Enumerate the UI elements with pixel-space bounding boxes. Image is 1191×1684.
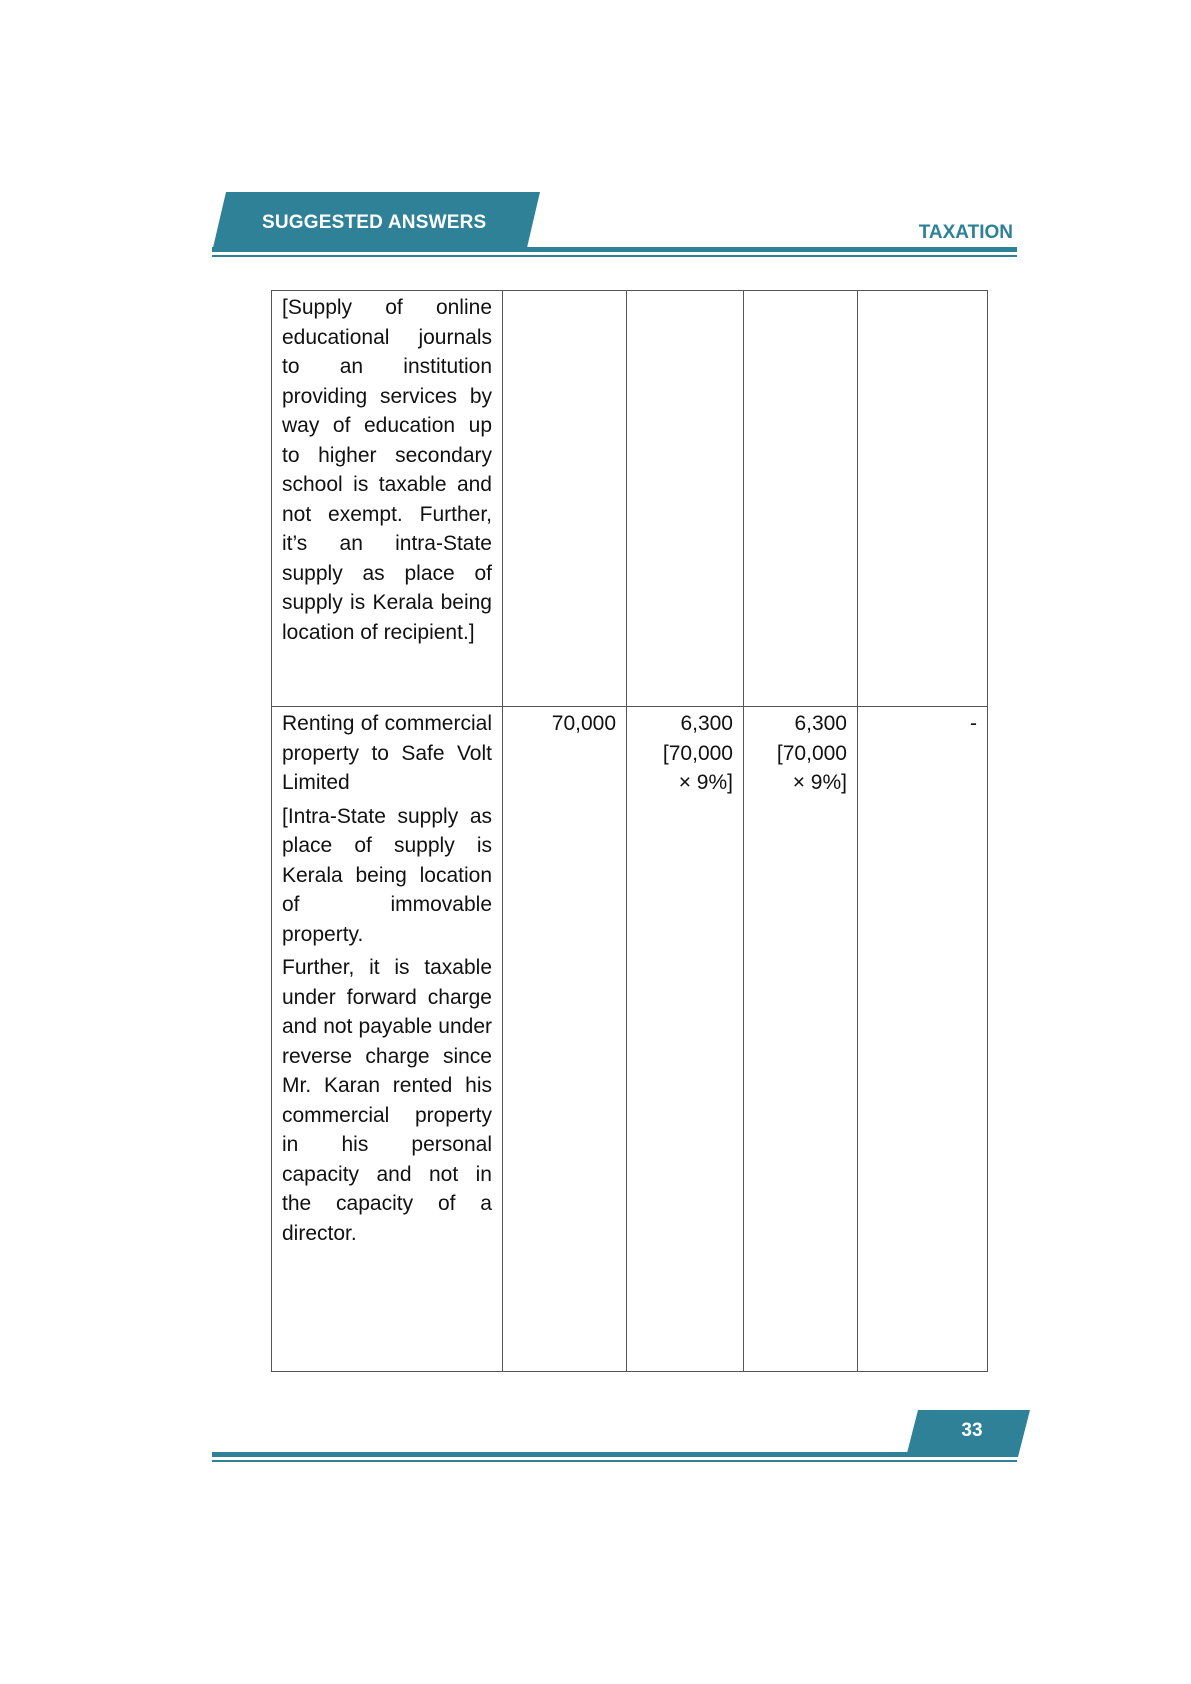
header-rule-thin [212, 255, 1017, 257]
header-rule [212, 247, 1017, 252]
cgst-cell [627, 291, 744, 707]
sgst-cell [744, 707, 858, 1372]
igst-text: - [970, 712, 977, 735]
footer-rule [212, 1452, 912, 1457]
header-subject-label: TAXATION [918, 222, 1013, 243]
value-cell [503, 291, 627, 707]
description-paragraph: Renting of commercial property to Safe Volt Limited [282, 712, 492, 794]
value-cell [503, 707, 627, 1372]
description-cell [272, 291, 503, 707]
igst-cell [858, 707, 988, 1372]
sgst-cell [744, 291, 858, 707]
description-paragraph: [Supply of online educational journals to an institution providing services by way of education up to higher secondary school is taxable and not exempt. Further, it’s an intra-State supply as place of supply is Kerala being location of recipient.] [282, 296, 492, 644]
page-number: 33 [961, 1420, 983, 1441]
description-paragraph: Further, it is taxable under forward charge and not payable under reverse charge since Mr. Karan rented his commercial property in his personal capacity and not in the capacity of a director. [282, 956, 492, 1245]
table-row [272, 707, 988, 1372]
sgst-amount: 6,300 [794, 712, 847, 735]
cgst-amount: 6,300 [680, 712, 733, 735]
sgst-calculation-rate: × 9%] [792, 771, 847, 794]
sgst-calculation: [70,000 [776, 741, 847, 765]
tax-computation-table [271, 290, 988, 1372]
value-text: 70,000 [551, 712, 616, 735]
description-paragraph: [Intra-State supply as place of supply is Kerala being location of immovable property. [282, 804, 492, 946]
cgst-calculation-rate: × 9%] [678, 771, 733, 794]
footer-rule-thin [212, 1460, 1017, 1462]
cgst-cell [627, 707, 744, 1372]
cgst-calculation: [70,000 [662, 741, 733, 765]
igst-cell [858, 291, 988, 707]
table-row [272, 291, 988, 707]
header-section-label: SUGGESTED ANSWERS [262, 212, 487, 233]
description-cell [272, 707, 503, 1372]
